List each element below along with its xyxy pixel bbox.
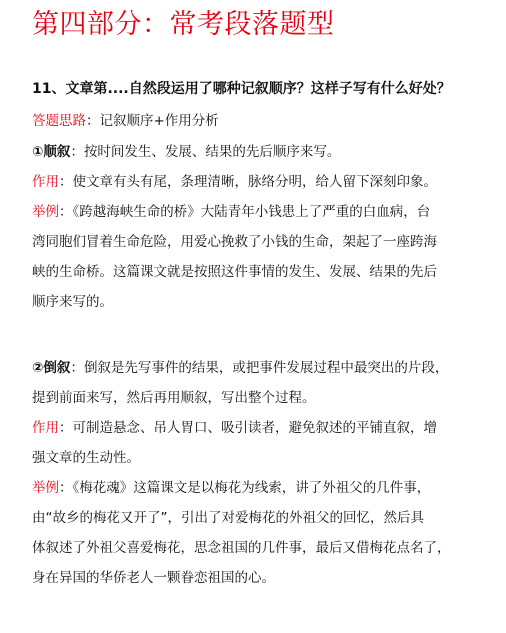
flashback-example-text: 《梅花魂》这篇课文是以梅花为线索，讲了外祖父的几件事， — [72, 480, 431, 496]
flashback-example-text: 身在异国的华侨老人一颗眷恋祖国的心。 — [32, 570, 275, 586]
sequential-example-label: 举例 — [32, 204, 59, 220]
sequential-effect-sep: ： — [59, 174, 73, 190]
sequential-example-text: 《跨越海峡生命的桥》大陆青年小钱患上了严重的白血病，台 — [72, 204, 431, 220]
flashback-example-label: 举例 — [32, 480, 59, 496]
flashback-name: ②倒叙 — [32, 360, 71, 376]
flashback-example-text: 体叙述了外祖父喜爱梅花，思念祖国的几件事，最后又借梅花点名了， — [32, 540, 451, 556]
sequential-effect: 使文章有头有尾，条理清晰，脉络分明，给人留下深刻印象。 — [72, 174, 437, 190]
flashback-definition: 提到前面来写，然后再用顺叙，写出整个过程。 — [32, 390, 316, 406]
section-title: 第四部分：常考段落题型 — [32, 9, 335, 40]
sequential-example-text: 顺序来写的。 — [32, 294, 113, 310]
sequential-effect-label: 作用 — [32, 174, 59, 190]
sequential-definition: 按时间发生、发展、结果的先后顺序来写。 — [83, 144, 341, 160]
flashback-definition: 倒叙是先写事件的结果，或把事件发展过程中最突出的片段， — [83, 360, 449, 376]
flashback-definition-line — [32, 353, 478, 383]
flashback-effect-sep: ： — [59, 420, 73, 436]
sequential-definition-line — [32, 137, 478, 167]
flashback-sep: ： — [70, 360, 84, 376]
flashback-example-text: 由“故乡的梅花又开了”，引出了对爱梅花的外祖父的回忆，然后具 — [32, 510, 424, 526]
flashback-example-sep: ： — [59, 480, 73, 496]
sequential-sep: ： — [70, 144, 84, 160]
flashback-example-line — [32, 473, 478, 503]
sequential-section — [32, 137, 478, 317]
question-heading: 11、文章第....自然段运用了哪种记叙顺序？这样子写有什么好处？ — [32, 81, 451, 97]
sequential-example-sep: ： — [59, 204, 73, 220]
flashback-effect-line — [32, 413, 478, 443]
flashback-effect: 可制造悬念、吊人胃口、吸引读者，避免叙述的平铺直叙，增 — [72, 420, 437, 436]
flashback-section — [32, 353, 478, 593]
sequential-example-text: 湾同胞们冒着生命危险，用爱心挽救了小钱的生命，架起了一座跨海 — [32, 234, 437, 250]
sequential-effect-line — [32, 167, 478, 197]
approach-label: 答题思路 — [32, 113, 86, 129]
approach-block — [32, 106, 478, 136]
flashback-effect-label: 作用 — [32, 420, 59, 436]
sequential-example-text: 峡的生命桥。这篇课文就是按照这件事情的发生、发展、结果的先后 — [32, 264, 437, 280]
sequential-example-line — [32, 197, 478, 227]
approach-sep: ： — [86, 113, 100, 129]
approach-text: 记叙顺序+作用分析 — [99, 113, 219, 129]
flashback-effect: 强文章的生动性。 — [32, 450, 140, 466]
sequential-name: ①顺叙 — [32, 144, 71, 160]
